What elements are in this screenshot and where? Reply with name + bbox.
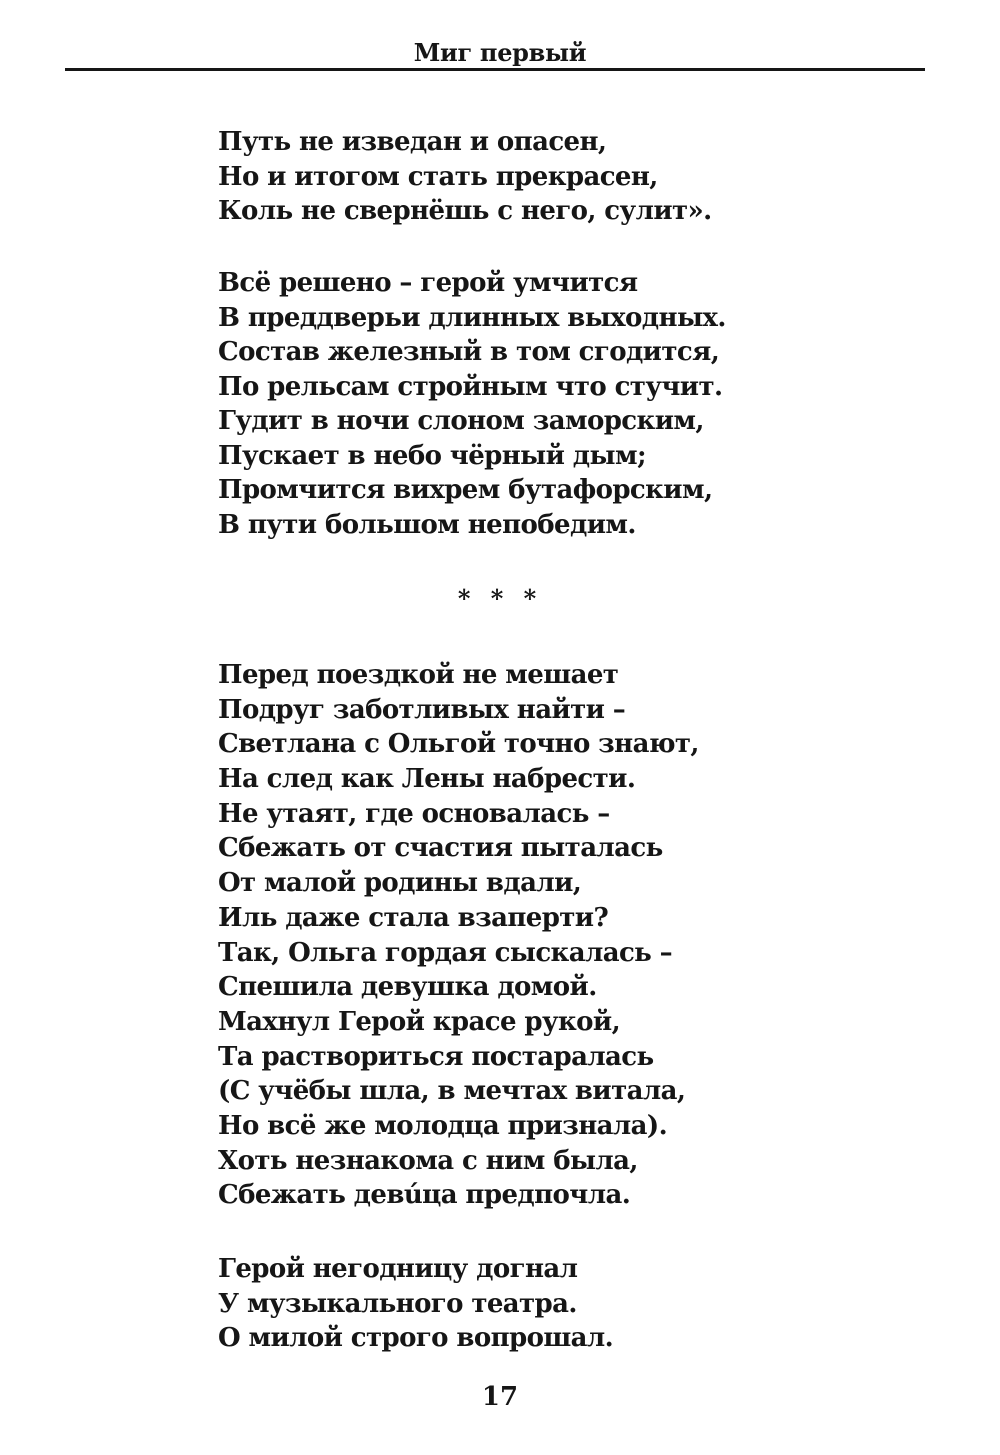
verse-line: Махнул Герой красе рукой,	[218, 1006, 621, 1037]
verse-line: Но всё же молодца признала).	[218, 1110, 668, 1141]
verse-line: Сбежать девúца предпочла.	[218, 1180, 631, 1211]
verse-line: Иль даже стала взаперти?	[218, 902, 609, 933]
verse-line: От малой родины вдали,	[218, 868, 582, 899]
verse-line: В пути большом непобедим.	[218, 509, 636, 540]
verse-line: Герой негодницу догнал	[218, 1254, 578, 1284]
stanza-2	[218, 266, 918, 542]
stanza-1	[218, 125, 918, 229]
verse-line: (С учёбы шла, в мечтах витала,	[218, 1076, 686, 1107]
verse-line: Гудит в ночи слоном заморским,	[218, 406, 704, 436]
verse-line: Пускает в небо чёрный дым;	[218, 440, 646, 471]
verse-line: Сбежать от счастия пыталась	[218, 833, 663, 864]
verse-line: Перед поездкой не мешает	[218, 660, 619, 690]
page-number: 17	[481, 1382, 519, 1412]
verse-line: Подруг заботливых найти –	[218, 694, 626, 725]
verse-line: О милой строго вопрошал.	[218, 1323, 614, 1353]
stanza-3	[218, 658, 918, 1213]
verse-line: На след как Лены набрести.	[218, 764, 636, 795]
verse-line: Путь не изведан и опасен,	[218, 127, 607, 157]
verse-line: Светлана с Ольгой точно знают,	[218, 729, 699, 760]
verse-line: Хоть незнакома с ним была,	[218, 1145, 638, 1176]
section-separator: * * *	[457, 584, 543, 613]
verse-line: В преддверьи длинных выходных.	[218, 302, 726, 333]
verse-line: Так, Ольга гордая сыскалась –	[218, 937, 673, 968]
stanza-4	[218, 1252, 918, 1356]
verse-line: Но и итогом стать прекрасен,	[218, 161, 658, 192]
verse-line: Всё решено – герой умчится	[218, 268, 638, 298]
verse-line: Та раствориться постаралась	[218, 1041, 654, 1072]
verse-line: Коль не свернёшь с него, сулит».	[218, 196, 712, 226]
verse-line: Спешила девушка домой.	[218, 972, 597, 1003]
header-rule	[65, 68, 925, 71]
running-head: Миг первый	[413, 38, 587, 67]
verse-line: Промчится вихрем бутафорским,	[218, 475, 713, 505]
verse-line: Состав железный в том сгодится,	[218, 337, 720, 367]
verse-line: Не утаят, где основалась –	[218, 798, 610, 829]
verse-line: У музыкального театра.	[218, 1288, 577, 1319]
verse-line: По рельсам стройным что стучит.	[218, 371, 723, 402]
